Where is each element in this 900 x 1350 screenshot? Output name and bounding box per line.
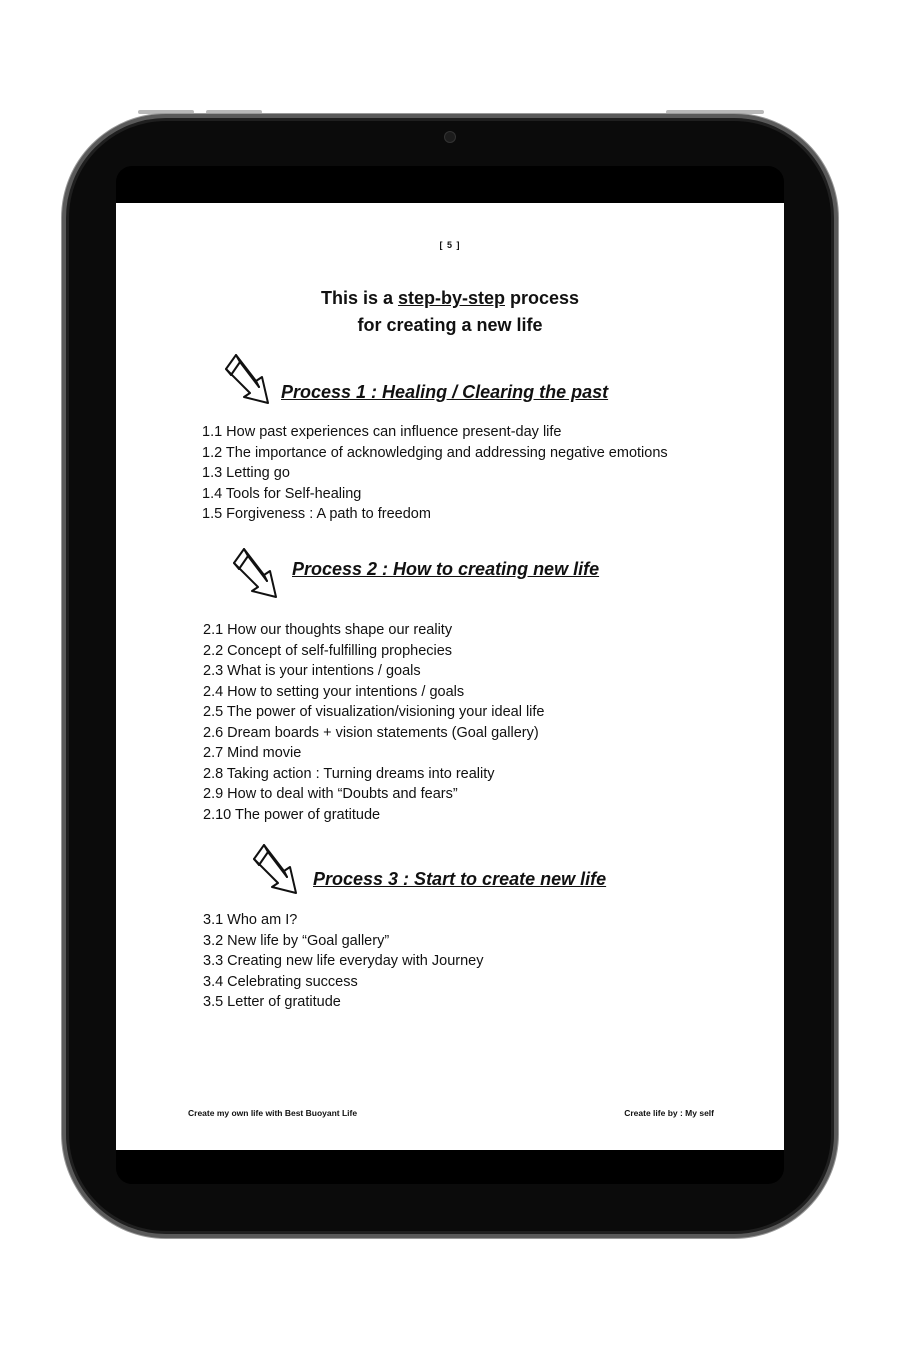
- arrow-down-right-icon: [230, 545, 280, 601]
- list-item: 2.8 Taking action : Turning dreams into reality: [203, 765, 495, 782]
- arrow-down-right-icon: [250, 841, 300, 897]
- page-title-line-1: [116, 285, 784, 312]
- footer-left: Create my own life with Best Buoyant Life: [188, 1108, 358, 1118]
- list-item: 2.9 How to deal with “Doubts and fears”: [203, 786, 458, 802]
- process-2-title: Process 2 : How to creating new life: [292, 559, 600, 579]
- list-item: 2.7 Mind movie: [203, 745, 302, 761]
- list-item: 1.1 How past experiences can influence present-day life: [202, 424, 562, 440]
- list-item: 2.6 Dream boards + vision statements (Goal gallery): [203, 724, 539, 741]
- arrow-down-right-icon: [222, 351, 272, 407]
- camera-icon: [445, 132, 455, 142]
- list-item: 3.1 Who am I?: [203, 912, 298, 928]
- page-title-line-2: for creating a new life: [357, 315, 543, 335]
- list-item: 2.3 What is your intentions / goals: [203, 663, 421, 679]
- process-3-list: [203, 910, 483, 1013]
- list-item: 3.4 Celebrating success: [203, 973, 358, 990]
- title-text-post: process: [505, 288, 580, 308]
- process-1-heading: [222, 351, 642, 411]
- process-2-heading: [230, 545, 650, 605]
- title-text-pre: This is a: [320, 288, 398, 308]
- process-2-list: [203, 620, 544, 825]
- list-item: 1.3 Letting go: [202, 465, 290, 481]
- list-item: 2.2 Concept of self-fulfilling prophecies: [203, 642, 453, 659]
- list-item: 2.1 How our thoughts shape our reality: [203, 622, 453, 638]
- process-3-heading: [250, 841, 670, 901]
- process-3-title: Process 3 : Start to create new life: [313, 869, 607, 889]
- process-1-list: [202, 422, 668, 525]
- list-item: 1.4 Tools for Self-healing: [202, 485, 362, 502]
- list-item: 1.5 Forgiveness : A path to freedom: [202, 506, 431, 522]
- process-1-title: Process 1 : Healing / Clearing the past: [281, 382, 609, 402]
- page-title: [116, 285, 784, 339]
- list-item: 3.2 New life by “Goal gallery”: [203, 932, 390, 949]
- list-item: 3.3 Creating new life everyday with Journey: [203, 953, 484, 969]
- footer-right: Create life by : My self: [624, 1108, 714, 1118]
- document-page[interactable]: [116, 203, 784, 1150]
- title-text-emphasis: step-by-step: [397, 288, 505, 308]
- page-number: [ 5 ]: [439, 240, 461, 250]
- list-item: 2.4 How to setting your intentions / goals: [203, 683, 465, 700]
- list-item: 1.2 The importance of acknowledging and addressing negative emotions: [202, 444, 668, 461]
- list-item: 2.5 The power of visualization/visioning your ideal life: [203, 704, 545, 720]
- list-item: 3.5 Letter of gratitude: [203, 994, 341, 1010]
- list-item: 2.10 The power of gratitude: [203, 806, 381, 823]
